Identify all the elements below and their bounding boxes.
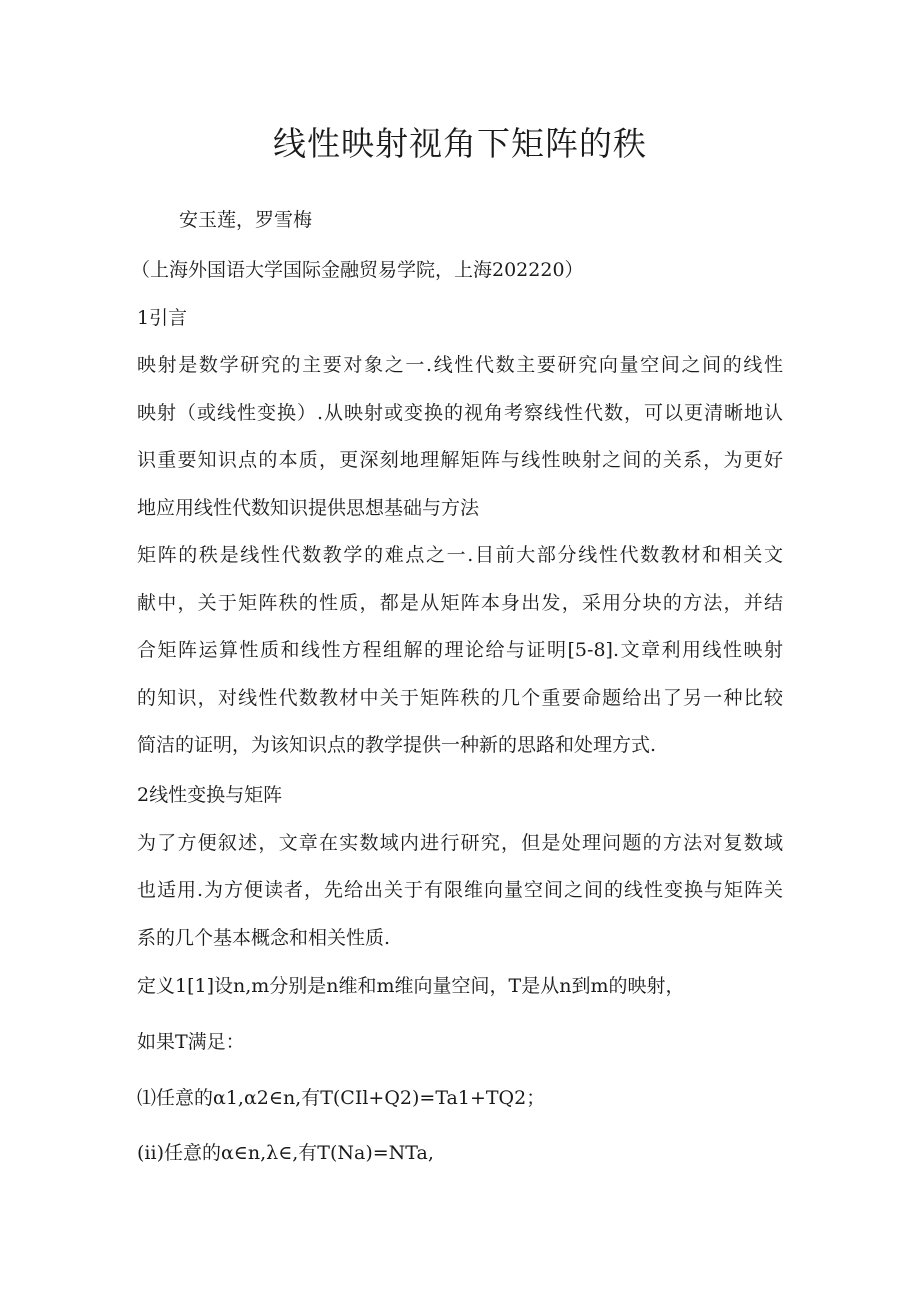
paragraph-line: 映射（或线性变换）.从映射或变换的视角考察线性代数，可以更清晰地认 — [137, 402, 783, 424]
document-title: 线性映射视角下矩阵的秩 — [273, 124, 647, 163]
section-heading-introduction: 1引言 — [137, 307, 188, 329]
paragraph-line: 献中，关于矩阵秩的性质，都是从矩阵本身出发，采用分块的方法，并结 — [137, 592, 783, 614]
paragraph-line: 矩阵的秩是线性代数教学的难点之一.目前大部分线性代数教材和相关文 — [137, 544, 783, 566]
authors: 安玉莲，罗雪梅 — [179, 209, 313, 231]
paragraph-line: 为了方便叙述，文章在实数域内进行研究，但是处理问题的方法对复数域 — [137, 832, 783, 854]
affiliation: （上海外国语大学国际金融贸易学院，上海202220） — [131, 259, 584, 281]
paragraph-line: 系的几个基本概念和相关性质. — [137, 927, 391, 949]
definition-line: 定义1[1]设n,m分别是n维和m维向量空间，T是从n到m的映射， — [137, 975, 685, 997]
paragraph-line: 合矩阵运算性质和线性方程组解的理论给与证明[5-8].文章利用线性映射 — [137, 639, 783, 661]
paragraph-line: 地应用线性代数知识提供思想基础与方法 — [137, 497, 480, 519]
paragraph-line: 简洁的证明，为该知识点的教学提供一种新的思路和处理方式. — [137, 734, 657, 756]
paragraph-line: 也适用.为方便读者，先给出关于有限维向量空间之间的线性变换与矩阵关 — [137, 879, 783, 901]
condition-ii: (ii)任意的α∈n,λ∈,有T(Na)=NTa, — [137, 1142, 434, 1164]
condition-intro: 如果T满足： — [137, 1031, 245, 1053]
condition-i: ⑴任意的α1,α2∈n,有T(CIl+Q2)=Ta1+TQ2； — [137, 1087, 546, 1109]
paragraph-line: 映射是数学研究的主要对象之一.线性代数主要研究向量空间之间的线性 — [137, 354, 783, 376]
paragraph-line: 的知识，对线性代数教材中关于矩阵秩的几个重要命题给出了另一种比较 — [137, 687, 783, 709]
section-heading-linear-transform: 2线性变换与矩阵 — [137, 784, 283, 806]
paragraph-line: 识重要知识点的本质，更深刻地理解矩阵与线性映射之间的关系，为更好 — [137, 449, 783, 471]
